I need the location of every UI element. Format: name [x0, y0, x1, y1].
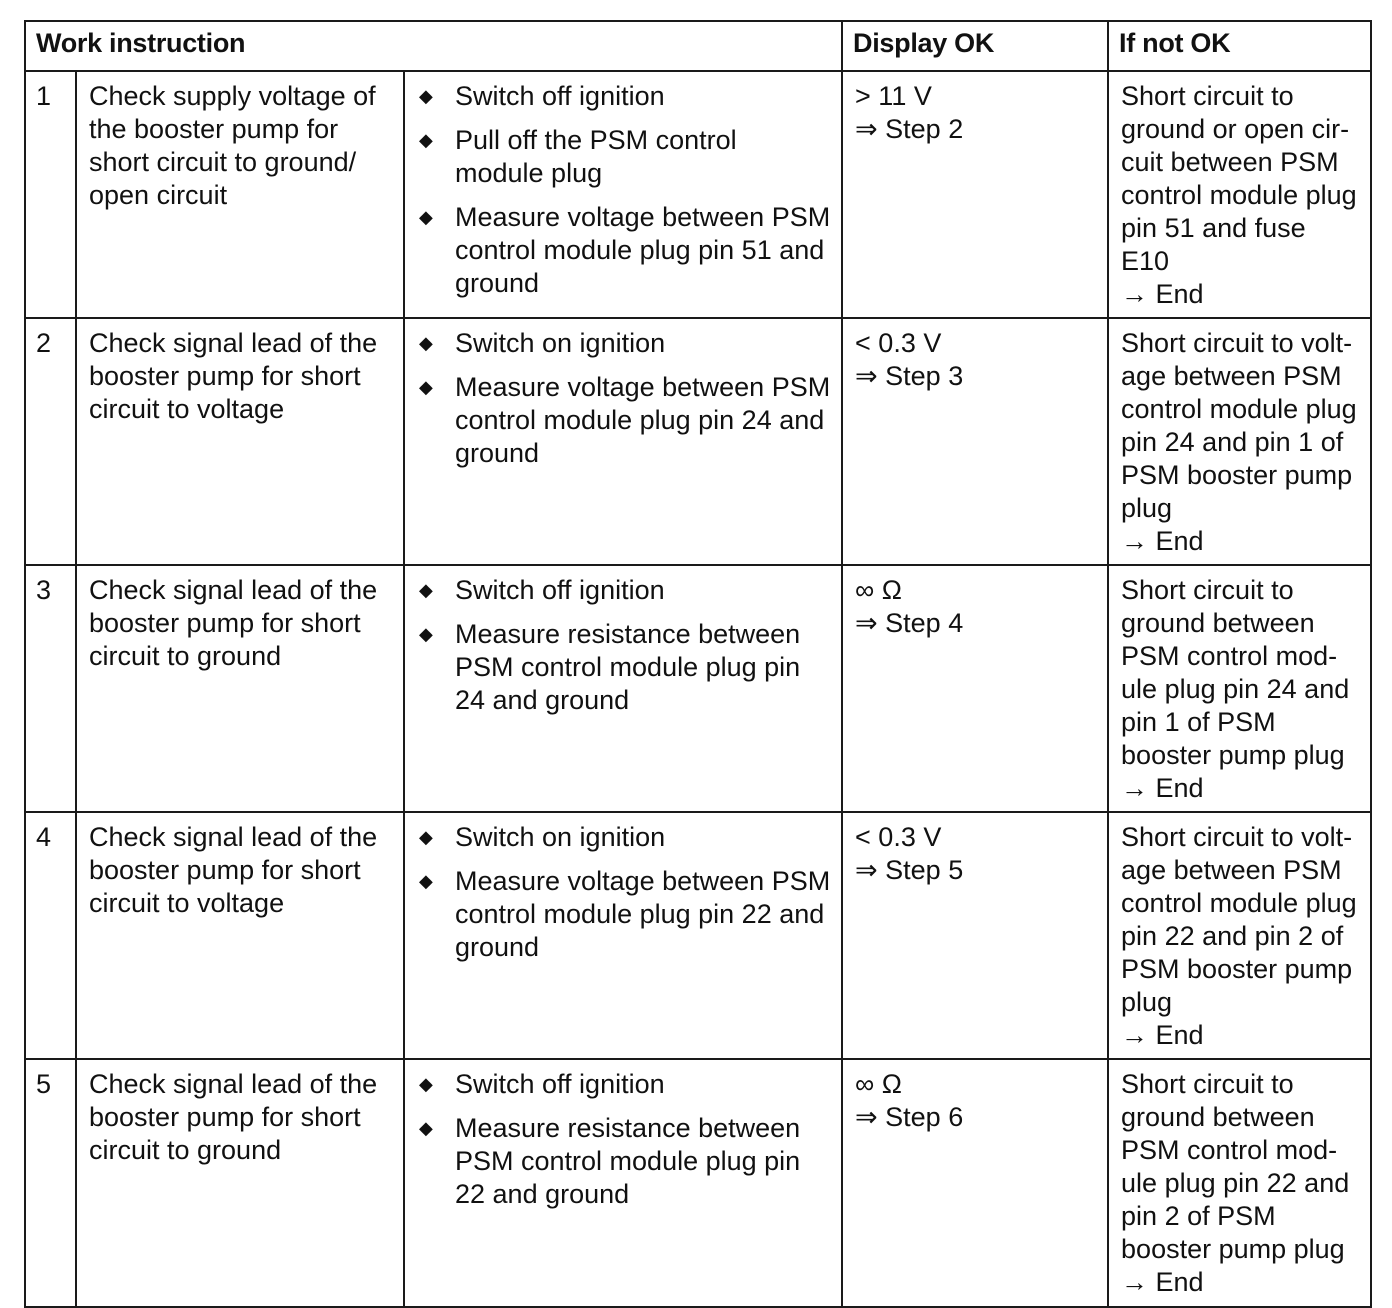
work-instruction-table: [24, 20, 1372, 1308]
check-description: Check signal lead of the booster pump for short circuit to ground: [76, 565, 404, 812]
action-text: Measure voltage between PSM control module plug pin 24 and ground: [455, 372, 831, 468]
action-text: Measure resistance between PSM control module plug pin 22 and ground: [455, 1113, 801, 1209]
action-item: [417, 1068, 831, 1101]
display-ok-cell: [842, 71, 1108, 318]
if-not-ok-text: Short circuit to ground between PSM control mod-ule plug pin 22 and pin 2 of PSM booster pump plug: [1121, 1069, 1350, 1264]
action-list: [417, 574, 831, 717]
if-not-ok-next: → End: [1121, 279, 1204, 309]
action-text: Measure voltage between PSM control module plug pin 51 and ground: [455, 202, 831, 298]
display-ok-cell: [842, 812, 1108, 1059]
step-number: 4: [25, 812, 76, 1059]
if-not-ok-cell: [1108, 812, 1371, 1059]
diamond-bullet-icon: ◆: [419, 333, 433, 353]
action-list-cell: [404, 1059, 842, 1307]
display-ok-next-step: ⇒ Step 6: [855, 1102, 964, 1132]
action-list-cell: [404, 565, 842, 812]
if-not-ok-next: → End: [1121, 773, 1204, 803]
action-list-cell: [404, 71, 842, 318]
action-text: Switch off ignition: [455, 575, 665, 605]
action-item: [417, 821, 831, 854]
table-row: [25, 565, 1371, 812]
display-ok-cell: [842, 318, 1108, 565]
diamond-bullet-icon: ◆: [419, 377, 433, 397]
display-ok-next-step: ⇒ Step 5: [855, 855, 964, 885]
diamond-bullet-icon: ◆: [419, 1118, 433, 1138]
diamond-bullet-icon: ◆: [419, 86, 433, 106]
step-number: 2: [25, 318, 76, 565]
action-item: [417, 1112, 831, 1211]
if-not-ok-next: → End: [1121, 1267, 1204, 1297]
table-row: [25, 71, 1371, 318]
action-text: Measure voltage between PSM control module plug pin 22 and ground: [455, 866, 831, 962]
if-not-ok-cell: [1108, 565, 1371, 812]
diamond-bullet-icon: ◆: [419, 130, 433, 150]
if-not-ok-text: Short circuit to ground or open cir-cuit between PSM control module plug pin 51 and fuse E10: [1121, 81, 1357, 276]
display-ok-value: < 0.3 V: [855, 328, 942, 358]
action-list: [417, 1068, 831, 1211]
action-item: [417, 201, 831, 300]
action-item: [417, 327, 831, 360]
diamond-bullet-icon: ◆: [419, 624, 433, 644]
header-if-not-ok: If not OK: [1108, 21, 1371, 71]
display-ok-value: > 11 V: [855, 81, 932, 111]
if-not-ok-next: → End: [1121, 1020, 1204, 1050]
diamond-bullet-icon: ◆: [419, 580, 433, 600]
display-ok-next-step: ⇒ Step 4: [855, 608, 964, 638]
check-description: Check signal lead of the booster pump for short circuit to ground: [76, 1059, 404, 1307]
diamond-bullet-icon: ◆: [419, 1074, 433, 1094]
header-work-instruction: Work instruction: [25, 21, 842, 71]
if-not-ok-text: Short circuit to volt-age between PSM control module plug pin 24 and pin 1 of PSM booster pump plug: [1121, 328, 1357, 523]
if-not-ok-text: Short circuit to volt-age between PSM control module plug pin 22 and pin 2 of PSM booster pump plug: [1121, 822, 1357, 1017]
action-item: [417, 865, 831, 964]
action-text: Switch on ignition: [455, 822, 666, 852]
step-number: 5: [25, 1059, 76, 1307]
table-row: [25, 1059, 1371, 1307]
table-row: [25, 318, 1371, 565]
action-text: Switch off ignition: [455, 1069, 665, 1099]
check-description: Check signal lead of the booster pump for short circuit to voltage: [76, 812, 404, 1059]
action-list-cell: [404, 812, 842, 1059]
display-ok-value: ∞ Ω: [855, 575, 902, 605]
action-text: Switch off ignition: [455, 81, 665, 111]
action-text: Measure resistance between PSM control module plug pin 24 and ground: [455, 619, 801, 715]
diamond-bullet-icon: ◆: [419, 207, 433, 227]
display-ok-cell: [842, 1059, 1108, 1307]
header-display-ok: Display OK: [842, 21, 1108, 71]
if-not-ok-cell: [1108, 318, 1371, 565]
step-number: 3: [25, 565, 76, 812]
action-list: [417, 327, 831, 470]
action-text: Pull off the PSM control module plug: [455, 125, 737, 188]
display-ok-value: ∞ Ω: [855, 1069, 902, 1099]
action-item: [417, 574, 831, 607]
action-text: Switch on ignition: [455, 328, 666, 358]
diamond-bullet-icon: ◆: [419, 871, 433, 891]
action-list: [417, 80, 831, 300]
if-not-ok-text: Short circuit to ground between PSM control mod-ule plug pin 24 and pin 1 of PSM booster pump plug: [1121, 575, 1350, 770]
action-item: [417, 124, 831, 190]
if-not-ok-cell: [1108, 71, 1371, 318]
action-list: [417, 821, 831, 964]
display-ok-cell: [842, 565, 1108, 812]
action-item: [417, 80, 831, 113]
action-item: [417, 618, 831, 717]
action-list-cell: [404, 318, 842, 565]
diamond-bullet-icon: ◆: [419, 827, 433, 847]
display-ok-next-step: ⇒ Step 2: [855, 114, 964, 144]
action-item: [417, 371, 831, 470]
table-row: [25, 812, 1371, 1059]
check-description: Check signal lead of the booster pump for short circuit to voltage: [76, 318, 404, 565]
if-not-ok-cell: [1108, 1059, 1371, 1307]
table-body: [25, 71, 1371, 1307]
display-ok-next-step: ⇒ Step 3: [855, 361, 964, 391]
check-description: Check supply voltage of the booster pump for short circuit to ground/ open circuit: [76, 71, 404, 318]
if-not-ok-next: → End: [1121, 526, 1204, 556]
header-row: [25, 21, 1371, 71]
step-number: 1: [25, 71, 76, 318]
display-ok-value: < 0.3 V: [855, 822, 942, 852]
